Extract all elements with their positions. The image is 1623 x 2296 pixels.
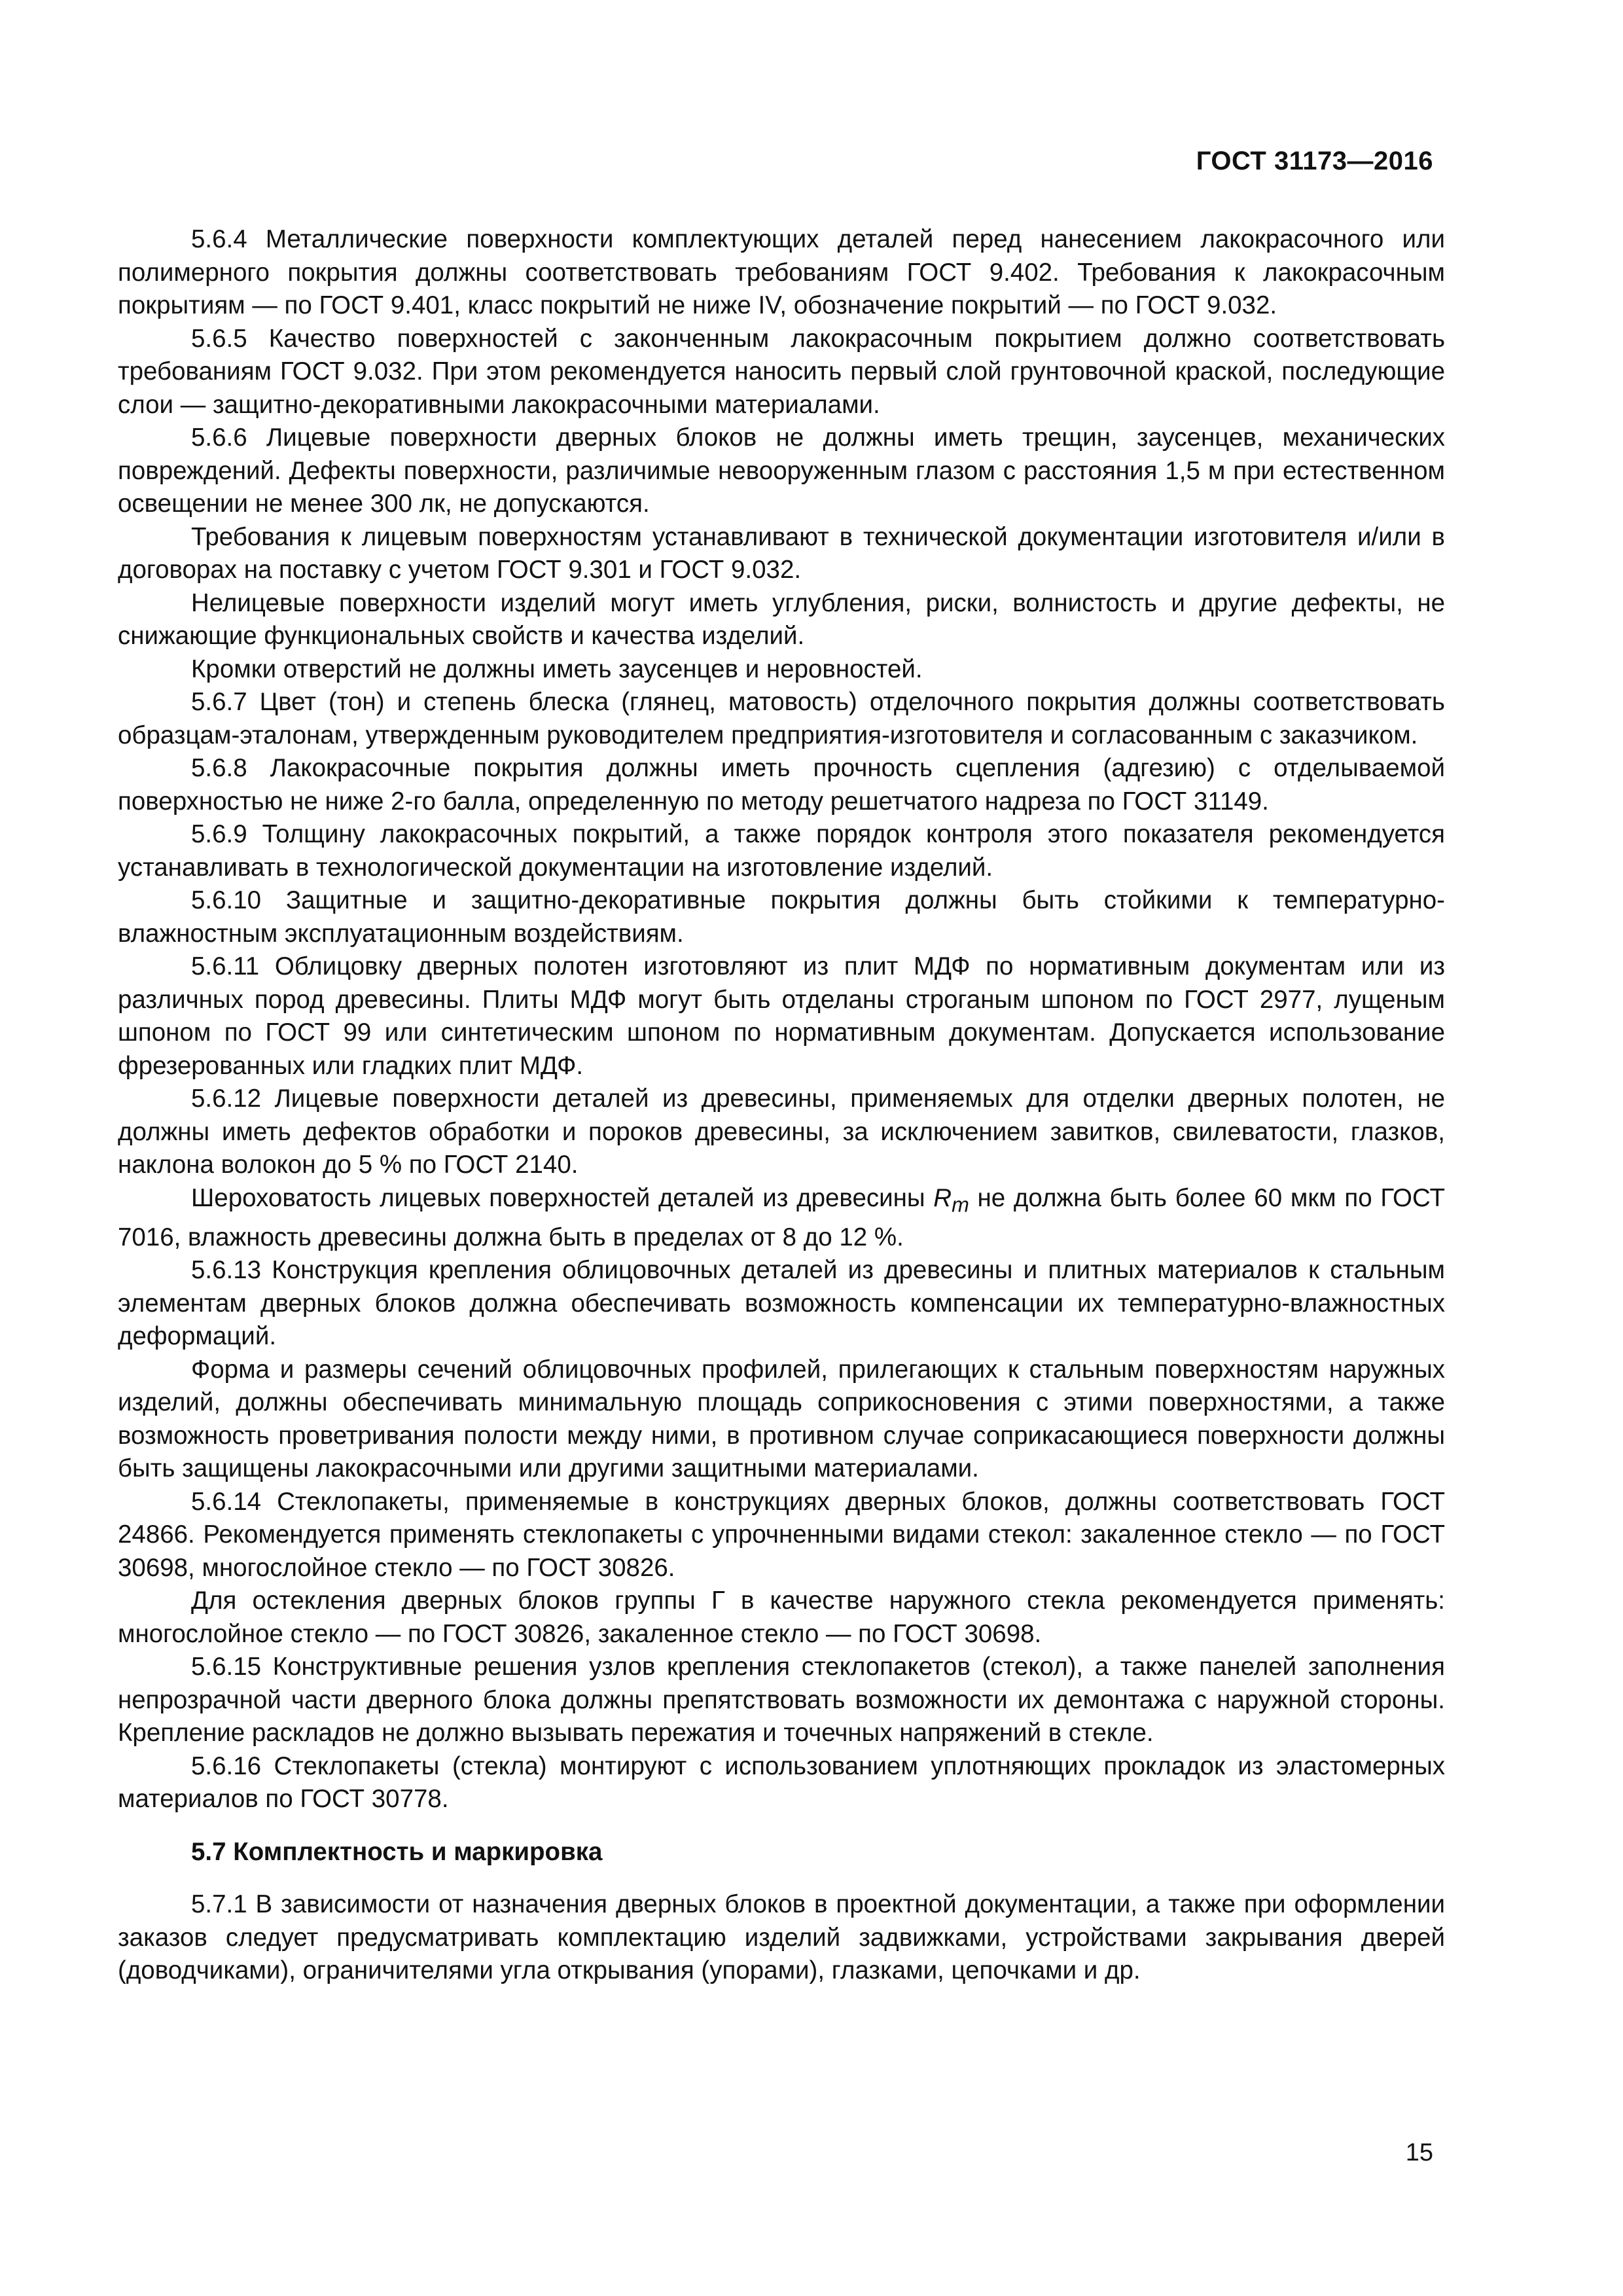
paragraph-5-6-8: 5.6.8 Лакокрасочные покрытия должны иметь прочность сцепления (адгезию) с отделываемой поверхностью не ниже 2-го балла, определенную по методу решетчатого надреза по ГОСТ 31149.	[118, 754, 1445, 816]
paragraph-profile-sections: Форма и размеры сечений облицовочных профилей, прилегающих к стальным поверхностям наружных изделий, должны обеспечивать минимальную площадь соприкосновения с этими поверхностями, а также возможность проветривания полости между ними, в противном случае соприкасающиеся поверхности должны быть защищены лакокрасочными или другими защитными материалами.	[118, 1355, 1445, 1483]
document-code-header: ГОСТ 31173—2016	[1196, 147, 1433, 175]
paragraph-5-6-10: 5.6.10 Защитные и защитно-декоративные покрытия должны быть стойкими к температурно-влажностным эксплуатационным воздействиям.	[118, 886, 1445, 948]
paragraph-5-6-13: 5.6.13 Конструкция крепления облицовочных деталей из древесины и плитных материалов к стальным элементам дверных блоков должна обеспечивать возможность компенсации их температурно-влажностных деформаций.	[118, 1256, 1445, 1351]
roughness-subscript: m	[952, 1193, 969, 1217]
paragraph-5-6-4: 5.6.4 Металлические поверхности комплектующих деталей перед нанесением лакокрасочного или полимерного покрытия должны соответствовать требованиям ГОСТ 9.402. Требования к лакокрасочным покрытиям — по ГОСТ 9.401, класс покрытий не ниже IV, обозначение покрытий — по ГОСТ 9.032.	[118, 225, 1445, 319]
page-number: 15	[1405, 2139, 1433, 2166]
paragraph-nonface-surfaces: Нелицевые поверхности изделий могут иметь углубления, риски, волнистость и другие дефекты, не снижающие функциональных свойств и качества изделий.	[118, 588, 1445, 650]
roughness-symbol: R	[933, 1183, 952, 1212]
paragraph-face-requirements: Требования к лицевым поверхностям устанавливают в технической документации изготовителя и/или в договорах на поставку с учетом ГОСТ 9.301 и ГОСТ 9.032.	[118, 522, 1445, 584]
paragraph-5-6-7: 5.6.7 Цвет (тон) и степень блеска (глянец, матовость) отделочного покрытия должны соответствовать образцам-эталонам, утвержденным руководителем предприятия-изготовителя и согласованным с заказчиком.	[118, 688, 1445, 749]
paragraph-5-6-12: 5.6.12 Лицевые поверхности деталей из древесины, применяемых для отделки дверных полотен, не должны иметь дефектов обработки и пороков древесины, за исключением завитков, свилеватости, глазков, наклона волокон до 5 % по ГОСТ 2140.	[118, 1085, 1445, 1179]
paragraph-5-7-1: 5.7.1 В зависимости от назначения дверных блоков в проектной документации, а также при оформлении заказов следует предусматривать комплектацию изделий задвижками, устройствами закрывания дверей (доводчиками), ограничителями угла открывания (упорами), глазками, цепочками и др.	[118, 1890, 1445, 1985]
paragraph-5-6-14: 5.6.14 Стеклопакеты, применяемые в конструкциях дверных блоков, должны соответствовать ГОСТ 24866. Рекомендуется применять стеклопакеты с упрочненными видами стекол: закаленное стекло — по ГОСТ 30698, многослойное стекло — по ГОСТ 30826.	[118, 1487, 1445, 1582]
paragraph-5-6-5: 5.6.5 Качество поверхностей с законченным лакокрасочным покрытием должно соответствовать требованиям ГОСТ 9.032. При этом рекомендуется наносить первый слой грунтовочной краской, последующие слои — защитно-декоративными лакокрасочными материалами.	[118, 324, 1445, 419]
paragraph-hole-edges: Кромки отверстий не должны иметь заусенцев и неровностей.	[191, 655, 923, 683]
roughness-text-after: не должна быть более 60 мкм по ГОСТ 7016, влажность древесины должна быть в пределах от 8 до 12 %.	[118, 1183, 1446, 1251]
paragraph-5-6-16: 5.6.16 Стеклопакеты (стекла) монтируют с использованием уплотняющих прокладок из эластомерных материалов по ГОСТ 30778.	[118, 1751, 1445, 1814]
paragraph-glazing-group-g: Для остекления дверных блоков группы Г в качестве наружного стекла рекомендуется применять: многослойное стекло — по ГОСТ 30826, закаленное стекло — по ГОСТ 30698.	[118, 1587, 1445, 1648]
paragraph-5-6-6: 5.6.6 Лицевые поверхности дверных блоков не должны иметь трещин, заусенцев, механических повреждений. Дефекты поверхности, различимые невооруженным глазом с расстояния 1,5 м при естественном освещении не менее 300 лк, не допускаются.	[118, 423, 1445, 518]
roughness-text-before: Шероховатость лицевых поверхностей деталей из древесины	[191, 1183, 934, 1212]
paragraph-5-6-11: 5.6.11 Облицовку дверных полотен изготовляют из плит МДФ по нормативным документам или из различных пород древесины. Плиты МДФ могут быть отделаны строганым шпоном по ГОСТ 2977, лущеным шпоном по ГОСТ 99 или синтетическим шпоном по нормативным документам. Допускается использование фрезерованных или гладких плит МДФ.	[118, 952, 1445, 1080]
paragraph-5-6-15: 5.6.15 Конструктивные решения узлов крепления стеклопакетов (стекол), а также панелей заполнения непрозрачной части дверного блока должны препятствовать возможности их демонтажа с наружной стороны. Крепление раскладов не должно вызывать пережатия и точечных напряжений в стекле.	[118, 1653, 1445, 1748]
section-heading-5-7: 5.7 Комплектность и маркировка	[191, 1837, 603, 1866]
document-body	[118, 223, 1445, 1988]
paragraph-5-6-9: 5.6.9 Толщину лакокрасочных покрытий, а также порядок контроля этого показателя рекомендуется устанавливать в технологической документации на изготовление изделий.	[118, 820, 1445, 882]
paragraph-roughness	[118, 1182, 1445, 1255]
